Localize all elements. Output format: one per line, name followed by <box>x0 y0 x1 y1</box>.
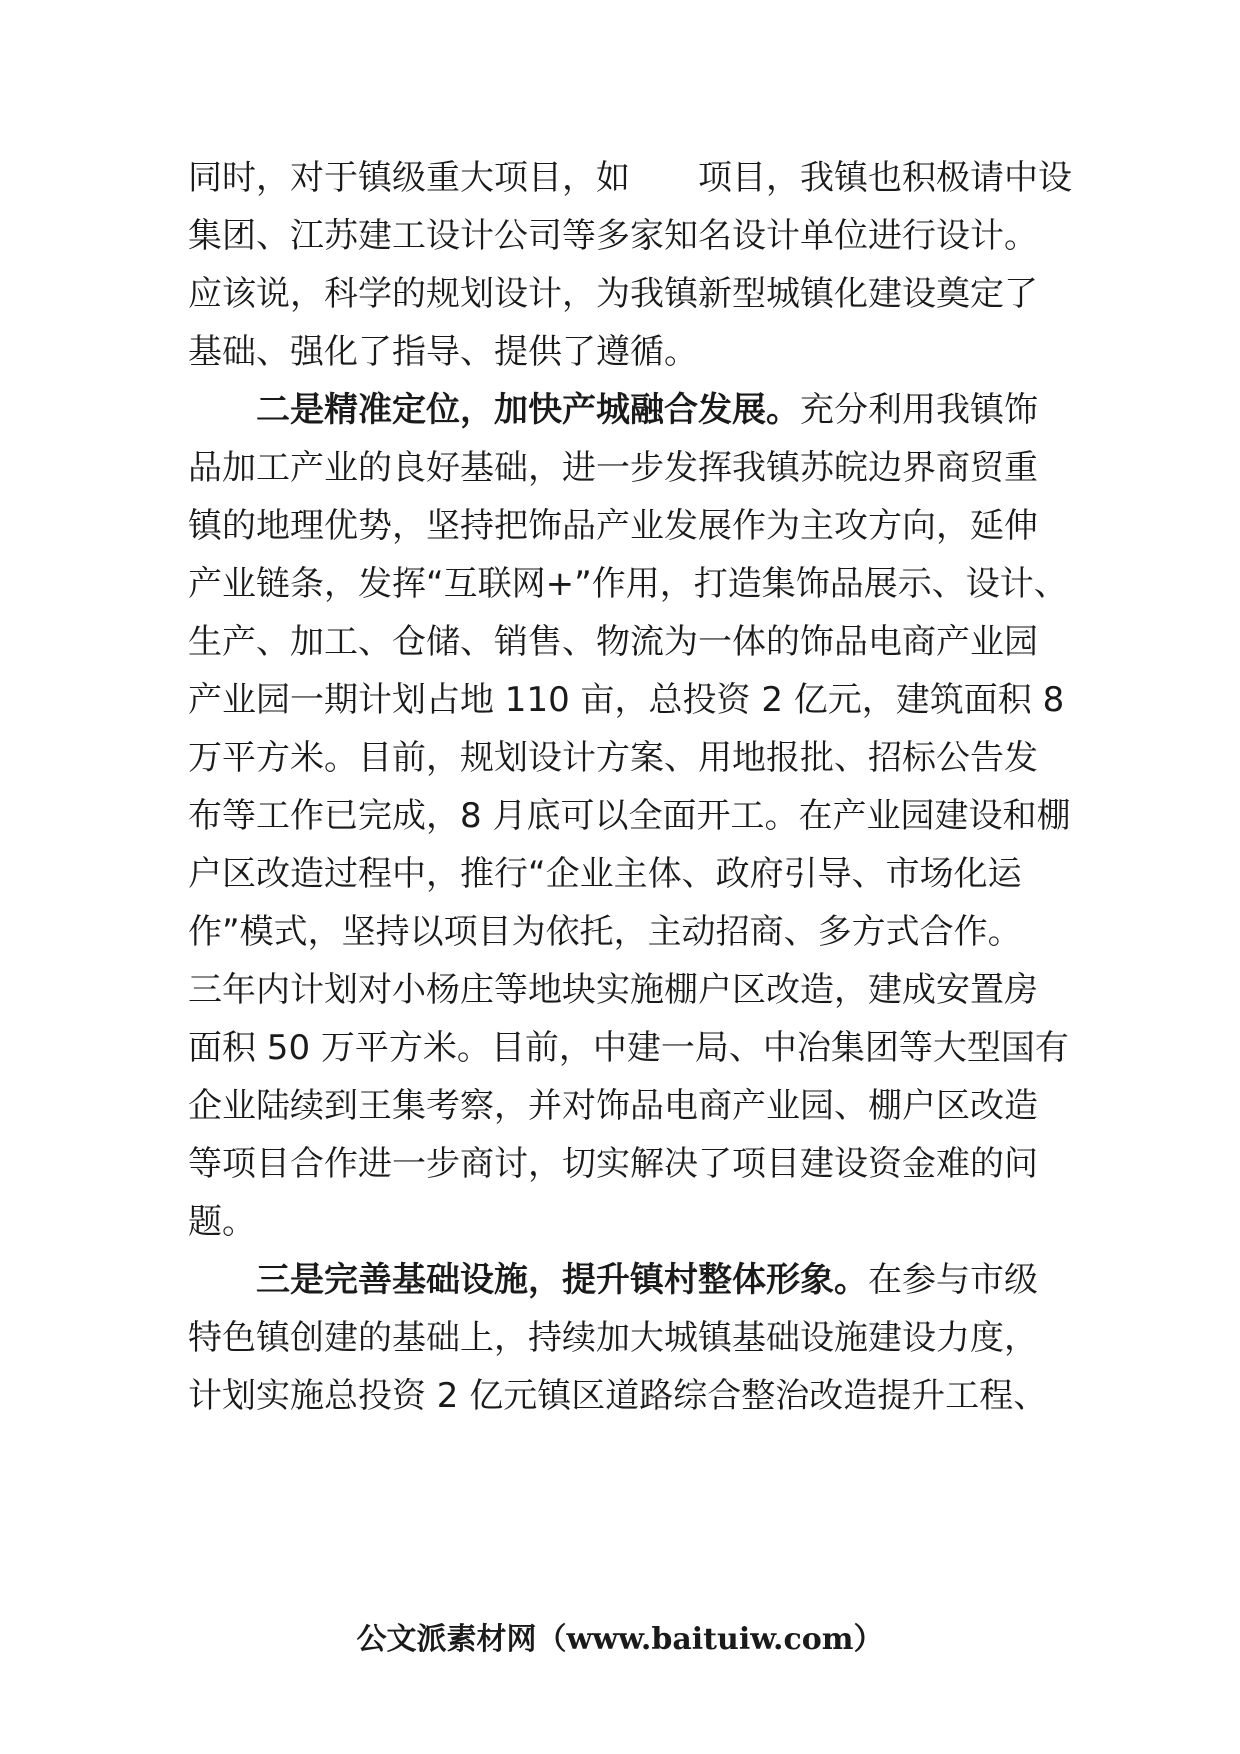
line-text: 作”模式，坚持以项目为依托，主动招商、多方式合作。 <box>188 912 1022 952</box>
body-line <box>188 274 1038 314</box>
body-line <box>188 680 1064 720</box>
line-text: 万平方米。目前，规划设计方案、用地报批、招标公告发 <box>188 738 1038 778</box>
line-text: 镇的地理优势，坚持把饰品产业发展作为主攻方向，延伸 <box>188 506 1038 546</box>
body-line <box>188 216 1038 256</box>
body-line <box>188 506 1038 546</box>
body-line <box>188 1028 1069 1068</box>
section-three-first-line <box>256 1260 1038 1300</box>
line-text: 生产、加工、仓储、销售、物流为一体的饰品电商产业园 <box>188 622 1038 662</box>
body-line <box>188 1144 1038 1184</box>
body-line <box>188 448 1038 488</box>
body-line <box>188 912 1022 952</box>
line-text: 等项目合作进一步商讨，切实解决了项目建设资金难的问 <box>188 1144 1038 1184</box>
body-line <box>188 622 1038 662</box>
line-text: 基础、强化了指导、提供了遵循。 <box>188 332 698 372</box>
footer-watermark: 公文派素材网（www.baituiw.com） <box>356 1622 884 1657</box>
body-line <box>188 1376 1047 1416</box>
section-two-first-line <box>256 390 1038 430</box>
section-heading: 二是精准定位，加快产城融合发展。 <box>256 390 800 430</box>
body-line <box>188 970 1038 1010</box>
body-line <box>188 1318 1038 1358</box>
body-line <box>188 854 1022 894</box>
body-line <box>188 796 1070 836</box>
body-line <box>188 564 1068 604</box>
body-line <box>188 1202 256 1242</box>
line-text: 产业园一期计划占地 110 亩，总投资 2 亿元，建筑面积 8 <box>188 680 1065 720</box>
body-line <box>188 1086 1038 1126</box>
line-text: 计划实施总投资 2 亿元镇区道路综合整治改造提升工程、 <box>188 1376 1048 1416</box>
line-text: 特色镇创建的基础上，持续加大城镇基础设施建设力度， <box>188 1318 1038 1358</box>
line-text: 企业陆续到王集考察，并对饰品电商产业园、棚户区改造 <box>188 1086 1038 1126</box>
line-text: 三年内计划对小杨庄等地块实施棚户区改造，建成安置房 <box>188 970 1038 1010</box>
line-text: 同时，对于镇级重大项目，如 项目，我镇也积极请中设 <box>188 158 1072 198</box>
line-text: 面积 50 万平方米。目前，中建一局、中冶集团等大型国有 <box>188 1028 1069 1068</box>
line-text: 产业链条，发挥“互联网+”作用，打造集饰品展示、设计、 <box>188 564 1068 604</box>
line-text: 应该说，科学的规划设计，为我镇新型城镇化建设奠定了 <box>188 274 1038 314</box>
body-line <box>188 332 698 372</box>
line-text: 集团、江苏建工设计公司等多家知名设计单位进行设计。 <box>188 216 1038 256</box>
body-line <box>188 158 1072 198</box>
line-text: 布等工作已完成，8 月底可以全面开工。在产业园建设和棚 <box>188 796 1071 836</box>
line-text: 充分利用我镇饰 <box>800 390 1038 430</box>
body-line <box>188 738 1038 778</box>
section-heading: 三是完善基础设施，提升镇村整体形象。 <box>256 1260 868 1300</box>
line-text: 品加工产业的良好基础，进一步发挥我镇苏皖边界商贸重 <box>188 448 1038 488</box>
line-text: 在参与市级 <box>868 1260 1038 1300</box>
line-text: 户区改造过程中，推行“企业主体、政府引导、市场化运 <box>188 854 1022 894</box>
line-text: 题。 <box>188 1202 256 1242</box>
